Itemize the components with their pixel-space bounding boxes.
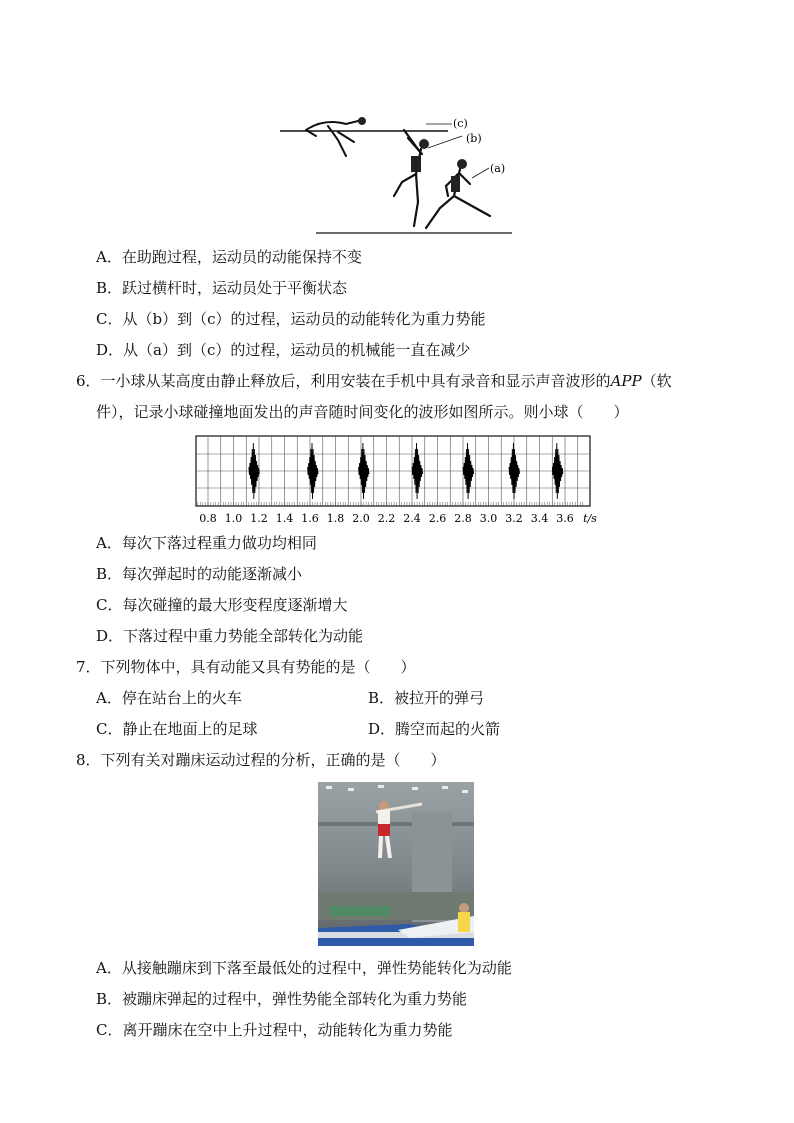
- q6-stem-app: APP: [610, 372, 642, 390]
- time-tick-label: 3.2: [505, 512, 523, 525]
- time-tick-label: 1.4: [275, 512, 294, 525]
- q5-option-a[interactable]: A．在助跑过程，运动员的动能保持不变: [96, 248, 362, 266]
- time-tick-label: 3.0: [479, 512, 498, 525]
- time-tick-label: 2.8: [454, 512, 472, 525]
- q8-option-b[interactable]: B．被蹦床弹起的过程中，弹性势能全部转化为重力势能: [96, 990, 468, 1008]
- q8-option-a[interactable]: A．从接触蹦床到下落至最低处的过程中，弹性势能转化为动能: [96, 959, 512, 977]
- time-tick-label: 2.4: [403, 512, 421, 525]
- q5-option-d[interactable]: D．从（a）到（c）的过程，运动员的机械能一直在减少: [96, 341, 471, 359]
- q6-stem-line1: [76, 371, 672, 391]
- label-b: (b): [466, 132, 482, 145]
- time-tick-label: 2.0: [352, 512, 370, 525]
- q7-option-c[interactable]: C．静止在地面上的足球: [96, 720, 258, 738]
- label-c: (c): [453, 117, 468, 130]
- time-tick-label: 1.8: [326, 512, 345, 525]
- q6-option-c[interactable]: C．每次碰撞的最大形变程度逐渐增大: [96, 596, 348, 614]
- high-jump-figure: [276, 112, 522, 238]
- time-unit-label: t/s: [583, 512, 597, 525]
- sound-pulse: [359, 443, 370, 499]
- q7-option-b[interactable]: B．被拉开的弹弓: [368, 689, 485, 707]
- q8-stem: 8．下列有关对蹦床运动过程的分析，正确的是（ ）: [76, 751, 446, 769]
- sound-pulse: [249, 443, 259, 499]
- sound-pulse: [509, 443, 520, 499]
- sound-pulse: [463, 443, 474, 499]
- sound-pulse: [552, 443, 562, 499]
- sound-waveform-figure: [194, 434, 604, 526]
- time-tick-label: 1.6: [301, 512, 319, 525]
- time-tick-label: 3.4: [530, 512, 549, 525]
- sound-pulse: [412, 443, 423, 499]
- q6-option-b[interactable]: B．每次弹起时的动能逐渐减小: [96, 565, 303, 583]
- sound-pulse: [308, 443, 318, 499]
- trampoline-photo: [318, 782, 474, 946]
- time-tick-label: 3.6: [556, 512, 574, 525]
- time-tick-label: 2.6: [428, 512, 447, 525]
- q5-option-b[interactable]: B．跃过横杆时，运动员处于平衡状态: [96, 279, 348, 297]
- q7-option-d[interactable]: D．腾空而起的火箭: [368, 720, 501, 738]
- q8-option-c[interactable]: C．离开蹦床在空中上升过程中，动能转化为重力势能: [96, 1021, 453, 1039]
- time-tick-label: 2.2: [377, 512, 396, 525]
- athlete-a: [426, 159, 490, 228]
- q6-stem-suffix: （软: [641, 372, 672, 390]
- time-tick-label: 0.8: [199, 512, 217, 525]
- time-tick-label: 1.2: [250, 512, 268, 525]
- time-tick-label: 1.0: [224, 512, 243, 525]
- q6-stem-line2: 件），记录小球碰撞地面发出的声音随时间变化的波形如图所示。则小球（ ）: [96, 403, 629, 421]
- q7-option-a[interactable]: A．停在站台上的火车: [96, 689, 242, 707]
- q6-option-d[interactable]: D．下落过程中重力势能全部转化为动能: [96, 627, 364, 645]
- athlete-c: [306, 117, 366, 156]
- q5-option-c[interactable]: C．从（b）到（c）的过程，运动员的动能转化为重力势能: [96, 310, 486, 328]
- q6-stem-text: 6．一小球从某高度由静止释放后，利用安装在手机中具有录音和显示声音波形的: [76, 372, 611, 390]
- q6-option-a[interactable]: A．每次下落过程重力做功均相同: [96, 534, 317, 552]
- athlete-b: [394, 130, 429, 226]
- label-a: (a): [490, 162, 506, 175]
- q7-stem: 7．下列物体中，具有动能又具有势能的是（ ）: [76, 658, 416, 676]
